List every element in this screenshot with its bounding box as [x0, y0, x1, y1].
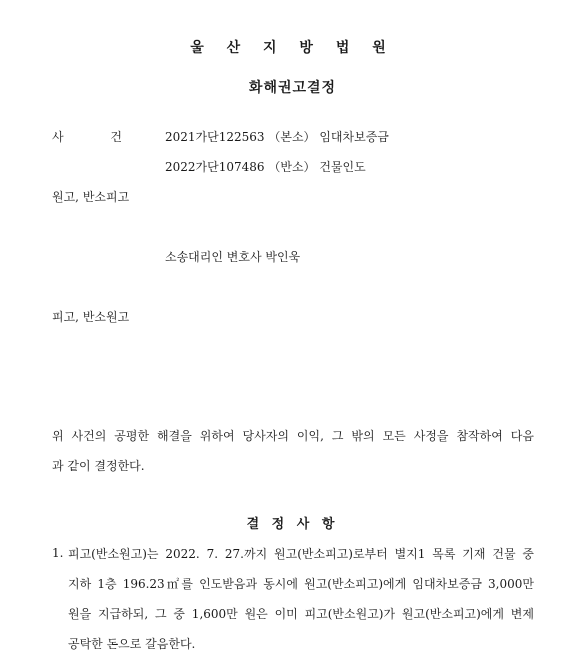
plaintiff-label: 원고, 반소피고	[52, 190, 130, 204]
case-number-main: 2021가단122563 （본소） 임대차보증금	[165, 130, 389, 144]
case-label-right: 건	[110, 130, 122, 144]
case-label-left: 사	[52, 130, 64, 144]
intro-line-2: 과 같이 결정한다.	[52, 459, 145, 473]
case-label	[52, 128, 122, 145]
item-line-4: 공탁한 돈으로 갈음한다.	[68, 637, 196, 651]
plaintiff-counsel: 소송대리인 변호사 박인욱	[165, 250, 301, 264]
item-line-2: 지하 1층 196.23㎡를 인도받음과 동시에 원고(반소피고)에게 임대차보증금 3,000만	[68, 577, 534, 591]
decision-item-1	[68, 539, 534, 659]
defendant-label: 피고, 반소원고	[52, 310, 130, 324]
intro-line-1: 위 사건의 공평한 해결을 위하여 당사자의 이익, 그 밖의 모든 사정을 참작하여 다음	[52, 429, 534, 443]
document-title: 화해권고결정	[248, 80, 337, 96]
case-number-counter: 2022가단107486 （반소） 건물인도	[165, 160, 366, 174]
item-line-3: 원을 지급하되, 그 중 1,600만 원은 이미 피고(반소원고)가 원고(반소피고)에게 변제	[68, 607, 534, 621]
item-number: 1.	[52, 546, 64, 560]
intro-paragraph	[52, 421, 534, 481]
decision-heading: 결 정 사 항	[246, 517, 339, 532]
item-line-1: 피고(반소원고)는 2022. 7. 27.까지 원고(반소피고)로부터 별지1 목록 기재 건물 중	[68, 547, 534, 561]
court-name: 울 산 지 방 법 원	[190, 40, 395, 56]
